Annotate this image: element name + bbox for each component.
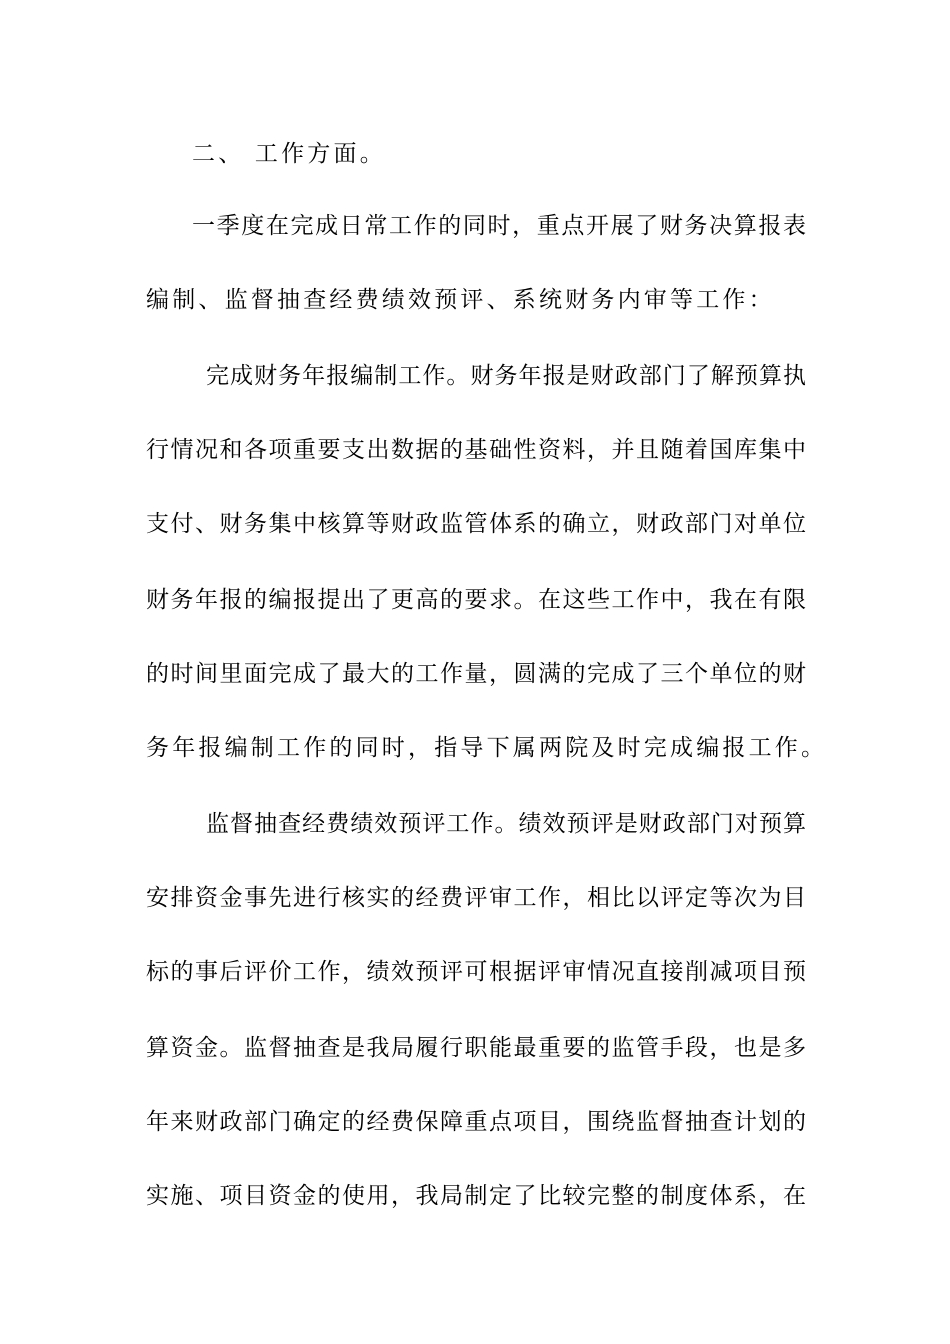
- paragraph-line: 算资金。监督抽查是我局履行职能最重要的监管手段，也是多: [146, 1035, 806, 1061]
- paragraph-line: 一季度在完成日常工作的同时，重点开展了财务决算报表: [192, 213, 806, 239]
- paragraph-line: 实施、项目资金的使用，我局制定了比较完整的制度体系，在: [146, 1183, 806, 1209]
- paragraph-line: 标的事后评价工作，绩效预评可根据评审情况直接削减项目预: [146, 959, 806, 985]
- paragraph-line: 务年报编制工作的同时，指导下属两院及时完成编报工作。: [146, 735, 828, 761]
- section-heading: 二、 工作方面。: [192, 141, 386, 167]
- paragraph-line: 年来财政部门确定的经费保障重点项目，围绕监督抽查计划的: [146, 1109, 806, 1135]
- paragraph-line: 支付、财务集中核算等财政监管体系的确立，财政部门对单位: [146, 511, 806, 537]
- paragraph-line: 编制、监督抽查经费绩效预评、系统财务内审等工作：: [146, 287, 775, 313]
- paragraph-line: 完成财务年报编制工作。财务年报是财政部门了解预算执: [206, 363, 806, 389]
- paragraph-line: 监督抽查经费绩效预评工作。绩效预评是财政部门对预算: [206, 811, 806, 837]
- paragraph-line: 安排资金事先进行核实的经费评审工作，相比以评定等次为目: [146, 885, 806, 911]
- paragraph-line: 的时间里面完成了最大的工作量，圆满的完成了三个单位的财: [146, 661, 806, 687]
- paragraph-line: 行情况和各项重要支出数据的基础性资料，并且随着国库集中: [146, 437, 806, 463]
- paragraph-line: 财务年报的编报提出了更高的要求。在这些工作中，我在有限: [146, 587, 806, 613]
